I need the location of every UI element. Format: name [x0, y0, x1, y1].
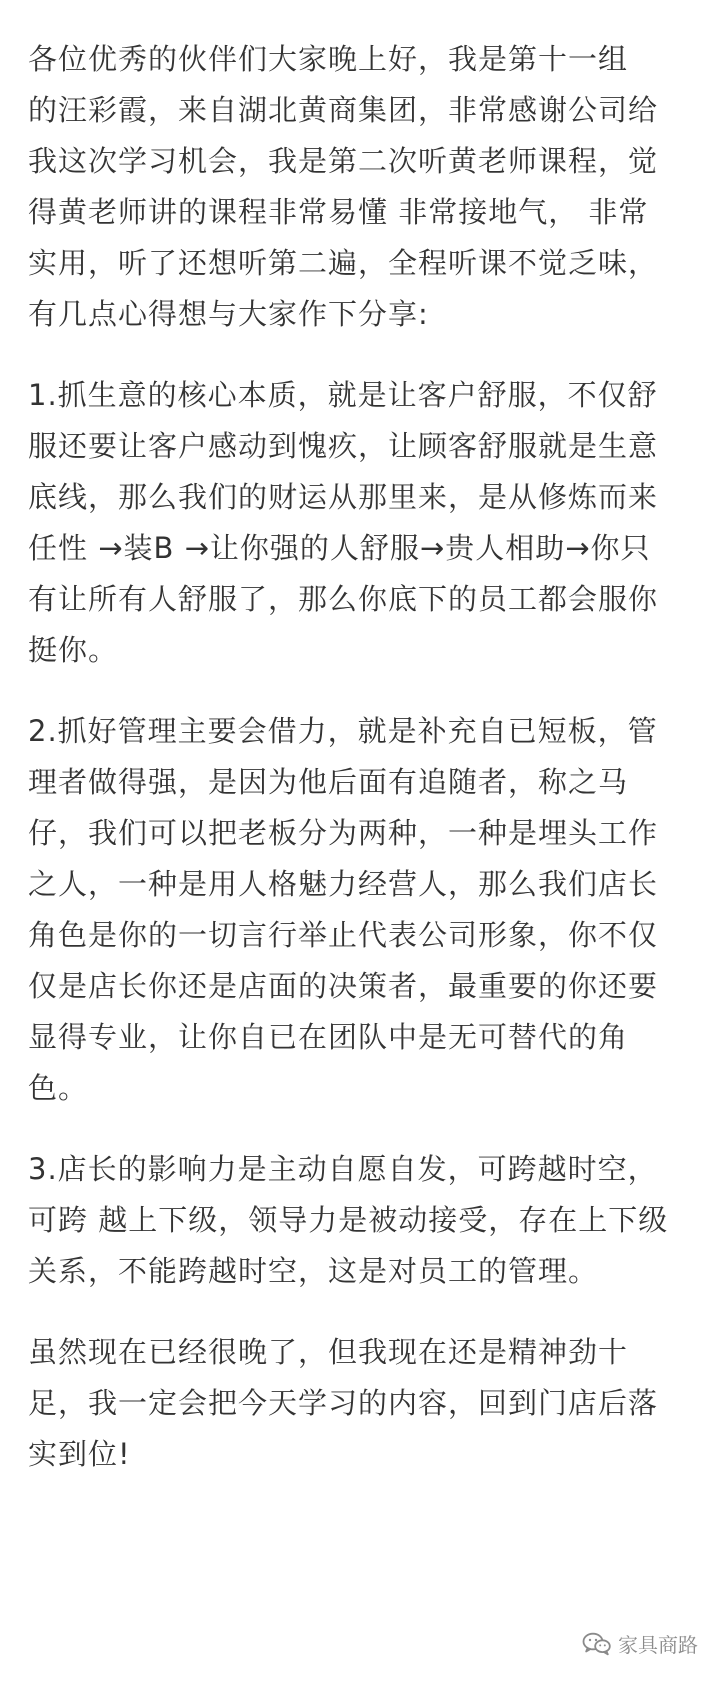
- paragraph-intro: [28, 34, 692, 340]
- watermark-label: 家具商路: [618, 1633, 698, 1657]
- text-line: 虽然现在已经很晚了，但我现在还是精神劲十: [28, 1335, 629, 1369]
- text-line: 角色是你的一切言行举止代表公司形象，你不仅: [28, 918, 659, 952]
- text-line: 仔，我们可以把老板分为两种，一种是埋头工作: [28, 816, 659, 850]
- text-line: 各位优秀的伙伴们大家晚上好，我是第十一组: [28, 42, 629, 76]
- paragraph-point-2: [28, 706, 692, 1114]
- text-line: 我这次学习机会，我是第二次听黄老师课程，觉: [28, 144, 659, 178]
- text-line: 有让所有人舒服了，那么你底下的员工都会服你: [28, 582, 659, 616]
- text-line: 仅是店长你还是店面的决策者，最重要的你还要: [28, 969, 659, 1003]
- text-line: 有几点心得想与大家作下分享:: [28, 297, 429, 331]
- text-line: 实到位!: [28, 1437, 131, 1471]
- text-line: 3.店长的影响力是主动自愿自发，可跨越时空，: [28, 1152, 658, 1186]
- text-line: 挺你。: [28, 633, 119, 667]
- text-line: 可跨 越上下级，领导力是被动接受，存在上下级: [28, 1203, 669, 1237]
- text-line: 得黄老师讲的课程非常易懂 非常接地气， 非常: [28, 195, 649, 229]
- text-line: 任性 →装B →让你强的人舒服→贵人相助→你只: [28, 531, 651, 565]
- text-line: 服还要让客户感动到愧疚，让顾客舒服就是生意: [28, 429, 659, 463]
- text-line: 实用，听了还想听第二遍，全程听课不觉乏味，: [28, 246, 659, 280]
- source-watermark: [582, 1629, 698, 1658]
- wechat-icon: [582, 1632, 612, 1656]
- text-line: 的汪彩霞，来自湖北黄商集团，非常感谢公司给: [28, 93, 659, 127]
- text-line: 显得专业，让你自已在团队中是无可替代的角: [28, 1020, 629, 1054]
- text-line: 足，我一定会把今天学习的内容，回到门店后落: [28, 1386, 659, 1420]
- article-body: [28, 34, 692, 1510]
- text-line: 关系，不能跨越时空，这是对员工的管理。: [28, 1254, 599, 1288]
- text-line: 2.抓好管理主要会借力，就是补充自已短板，管: [28, 714, 658, 748]
- text-line: 1.抓生意的核心本质，就是让客户舒服，不仅舒: [28, 378, 658, 412]
- text-line: 之人，一种是用人格魅力经营人，那么我们店长: [28, 867, 659, 901]
- text-line: 色。: [28, 1071, 89, 1105]
- text-line: 底线，那么我们的财运从那里来，是从修炼而来: [28, 480, 659, 514]
- paragraph-point-1: [28, 370, 692, 676]
- paragraph-point-3: [28, 1144, 692, 1297]
- paragraph-closing: [28, 1327, 692, 1480]
- text-line: 理者做得强，是因为他后面有追随者，称之马: [28, 765, 629, 799]
